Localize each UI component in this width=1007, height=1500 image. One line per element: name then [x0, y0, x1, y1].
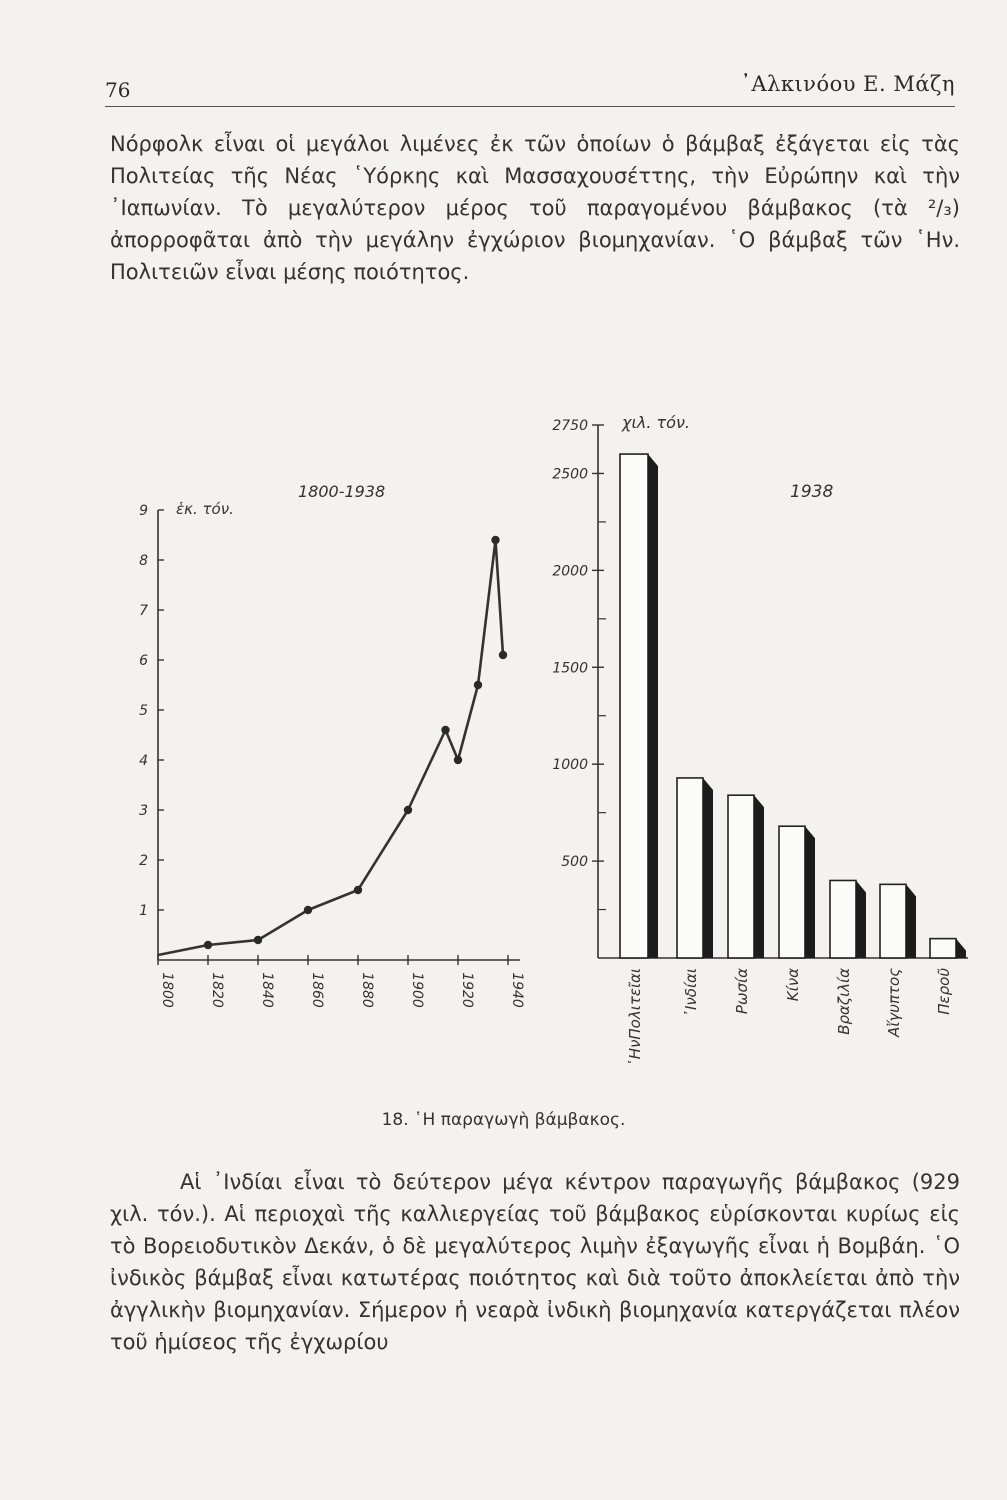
header-rule [105, 106, 955, 107]
bar-category-label: Περοῦ [935, 968, 953, 1015]
line-data-point [304, 906, 312, 914]
figure-caption: 18. ῾Η παραγωγὴ βάμβακος. [381, 1110, 626, 1130]
bar-category-label: Αἴγυπτος [885, 968, 903, 1037]
bar-side-shadow [648, 454, 658, 958]
line-chart [139, 482, 525, 1008]
line-data-point [491, 536, 499, 544]
line-ytick-label: 4 [139, 753, 148, 769]
line-ytick-label: 2 [139, 853, 148, 869]
bar-side-shadow [703, 778, 713, 958]
line-data-point [254, 936, 262, 944]
line-ytick-label: 9 [139, 503, 148, 519]
bar-title: 1938 [790, 482, 834, 502]
bar [677, 778, 703, 958]
bar-side-shadow [956, 939, 966, 958]
line-data-point [204, 941, 212, 949]
bar-side-shadow [856, 880, 866, 958]
cotton-production-figure [0, 400, 1007, 1100]
bar-ytick-label: 2000 [552, 563, 588, 580]
bar-ytick-label: 1500 [552, 660, 588, 677]
line-xtick-label: 1920 [459, 972, 475, 1008]
line-data-point [454, 756, 462, 764]
line-data-point [499, 651, 507, 659]
line-ytick-label: 3 [139, 803, 148, 819]
line-xtick-label: 1820 [209, 972, 225, 1008]
bar-ytick-label: 500 [561, 854, 588, 871]
bar-ytick-label: 2750 [552, 418, 588, 434]
page-header [105, 68, 955, 108]
line-ytick-label: 7 [139, 603, 148, 619]
line-series [158, 540, 503, 955]
line-data-point [354, 886, 362, 894]
bar-category-label: Ρωσία [733, 968, 751, 1015]
bar-side-shadow [906, 884, 916, 958]
line-xtick-label: 1800 [159, 972, 175, 1008]
bar-ylabel: χιλ. τόν. [622, 413, 690, 432]
bar-ytick-label: 1000 [552, 757, 588, 774]
bar-category-label: ῾ΗνΠολιτεῖαι [626, 968, 644, 1067]
bar [620, 454, 648, 958]
line-xtick-label: 1840 [259, 972, 275, 1008]
paragraph-bottom: Αἱ ᾿Ινδίαι εἶναι τὸ δεύτερον μέγα κέντρον παραγωγῆς βάμβακος (929 χιλ. τόν.). Αἱ περιοχαὶ τῆς καλλιεργείας τοῦ βάμβακος εὑρίσκονται κυρίως εἰς τὸ Βορειοδυτικὸν Δεκάν, ὁ δὲ μεγαλύτερος λιμὴν ἐξαγωγῆς εἶναι ἡ Βομβάη. ῾Ο ἰνδικὸς βάμβαξ εἶναι κατωτέρας ποιότητος καὶ διὰ τοῦτο ἀποκλείεται ἀπὸ τὴν ἀγγλικὴν βιομηχανίαν. Σήμερον ἡ νεαρὰ ἰνδικὴ βιομηχανία κατεργάζεται πλέον τοῦ ἡμίσεος τῆς ἐγχωρίου [110, 1170, 960, 1354]
line-ytick-label: 1 [139, 903, 148, 919]
line-title: 1800-1938 [298, 482, 386, 501]
line-ytick-label: 5 [139, 703, 148, 719]
bar-category-label: ᾿Ινδίαι [682, 968, 700, 1018]
bar [728, 795, 754, 958]
line-xtick-label: 1900 [409, 972, 425, 1008]
running-head: ᾿Αλκινόου Ε. Μάζη [740, 72, 955, 96]
line-ytick-label: 6 [139, 653, 148, 669]
bar [779, 826, 805, 958]
line-xtick-label: 1940 [509, 972, 525, 1008]
paragraph-top: Νόρφολκ εἶναι οἱ μεγάλοι λιμένες ἐκ τῶν ὁποίων ὁ βάμβαξ ἐξάγεται εἰς τὰς Πολιτείας τῆς Νέας ῾Υόρκης καὶ Μασσαχουσέττης, τὴν Εὐρώπην καὶ τὴν ᾿Ιαπωνίαν. Τὸ μεγαλύτερον μέρος τοῦ παραγομένου βάμβακος (τὰ ²/₃) ἀπορροφᾶται ἀπὸ τὴν μεγάλην ἐγχώριον βιομηχανίαν. ῾Ο βάμβαξ τῶν ῾Ην. Πολιτειῶν εἶναι μέσης ποιότητος. [110, 132, 960, 284]
bar-category-label: Βραζιλία [835, 968, 853, 1035]
page-number: 76 [105, 78, 131, 102]
bar-ytick-label: 2500 [552, 466, 588, 483]
bar-side-shadow [805, 826, 815, 958]
bar [880, 884, 906, 958]
bar-category-label: Κίνα [784, 968, 802, 1002]
bar-chart [552, 413, 968, 1067]
bar [930, 939, 956, 958]
line-xtick-label: 1860 [309, 972, 325, 1008]
line-xtick-label: 1880 [359, 972, 375, 1008]
bar [830, 880, 856, 958]
line-ytick-label: 8 [139, 553, 148, 569]
line-data-point [404, 806, 412, 814]
line-data-point [441, 726, 449, 734]
bar-side-shadow [754, 795, 764, 958]
line-ylabel: ἑκ. τόν. [176, 500, 234, 518]
line-data-point [474, 681, 482, 689]
